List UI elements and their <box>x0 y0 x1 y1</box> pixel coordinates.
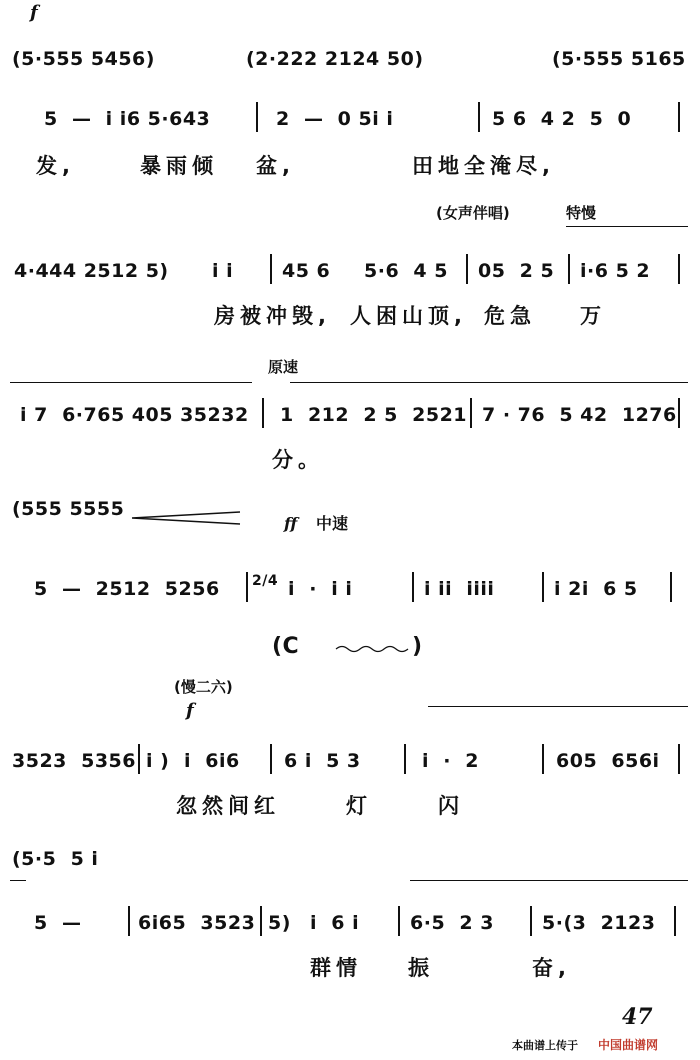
tie-line <box>428 706 688 707</box>
notes-measure: 5) <box>268 912 291 934</box>
time-signature: 2/4 <box>252 573 279 589</box>
notes-measure: 6i65 3523 <box>138 912 256 934</box>
instrument-cue: (C <box>272 634 300 659</box>
intro-phrase: (5·5 5 i <box>12 848 99 870</box>
notes-measure: 3523 5356 <box>12 750 136 772</box>
barline <box>262 398 264 428</box>
barline <box>478 102 480 132</box>
tie-line <box>410 880 688 881</box>
intro-phrase: (5·555 5456) <box>12 48 155 70</box>
dynamic-fortissimo: ff <box>284 514 298 533</box>
dynamic-forte: f <box>30 2 38 23</box>
lyric-text: 发, <box>36 154 75 178</box>
notes-measure: 5·6 4 5 <box>364 260 448 282</box>
barline <box>542 744 544 774</box>
barline <box>404 744 406 774</box>
lyric-text: 盆, <box>256 154 295 178</box>
annotation-tempo: 特慢 <box>566 204 597 222</box>
barline <box>128 906 130 936</box>
barline <box>674 906 676 936</box>
tie-line <box>10 880 26 881</box>
notes-measure: 05 2 5 <box>478 260 555 282</box>
lyric-text: 暴雨倾 <box>140 154 218 178</box>
notes-measure: 5·(3 2123 <box>542 912 656 934</box>
notes-measure: i 2i 6 5 <box>554 578 638 600</box>
barline <box>678 102 680 132</box>
barline <box>270 254 272 284</box>
wavy-line <box>336 644 410 654</box>
lyric-text: 田地全淹尽, <box>412 154 555 178</box>
crescendo-mark <box>132 510 242 526</box>
notes-measure: i ) <box>146 750 170 772</box>
barline <box>412 572 414 602</box>
annotation-female-chorus: (女声伴唱) <box>436 204 510 222</box>
barline <box>678 254 680 284</box>
instrument-cue-close: ) <box>412 634 423 659</box>
tempo-extension-line <box>566 226 688 227</box>
notes-measure: 45 6 <box>282 260 331 282</box>
notes-measure: 5 6 4 2 5 0 <box>492 108 632 130</box>
notes-measure: 6 i 5 3 <box>284 750 361 772</box>
lyric-text: 房被冲毁, <box>214 304 331 328</box>
barline <box>270 744 272 774</box>
intro-phrase: (2·222 2124 50) <box>246 48 424 70</box>
notes-measure: 6·5 2 3 <box>410 912 494 934</box>
barline <box>138 744 140 774</box>
barline <box>542 572 544 602</box>
annotation-tempo: 原速 <box>268 358 299 376</box>
barline <box>256 102 258 132</box>
lyric-text: 万 <box>580 304 606 328</box>
barline <box>260 906 262 936</box>
footer-text: 本曲谱上传于 <box>512 1039 578 1052</box>
notes-measure: i · i i <box>288 578 353 600</box>
notes-measure: i i <box>212 260 234 282</box>
tie-line <box>290 382 688 383</box>
notes-measure: 2 — 0 5i i <box>276 108 394 130</box>
notes-measure: i ii iiii <box>424 578 495 600</box>
lyric-text: 人困山顶, <box>350 304 467 328</box>
lyric-text: 忽然间红 <box>176 794 280 818</box>
annotation-tempo: 中速 <box>316 514 349 533</box>
notes-measure: 7 · 76 5 42 1276 <box>482 404 677 426</box>
notes-measure: i 6i6 <box>184 750 240 772</box>
site-logo[interactable]: 中国曲谱网 <box>598 1038 659 1052</box>
page-number: 47 <box>622 1004 653 1030</box>
annotation-style: (慢二六) <box>174 678 233 696</box>
lyric-text: 分。 <box>272 448 324 472</box>
barline <box>398 906 400 936</box>
notes-measure: 4·444 2512 5) <box>14 260 169 282</box>
barline <box>670 572 672 602</box>
intro-phrase: (555 5555 <box>12 498 125 520</box>
notes-measure: 5 — i i6 5·643 <box>44 108 211 130</box>
notes-measure: 5 — <box>34 912 82 934</box>
barline <box>246 572 248 602</box>
notes-measure: 605 656i <box>556 750 660 772</box>
notes-measure: i 7 6·765 405 35232 <box>20 404 249 426</box>
tie-line <box>10 382 252 383</box>
barline <box>568 254 570 284</box>
lyric-text: 振 <box>408 956 434 980</box>
lyric-text: 灯 <box>346 794 372 818</box>
lyric-text: 闪 <box>438 794 464 818</box>
barline <box>530 906 532 936</box>
notes-measure: i · 2 <box>422 750 479 772</box>
notes-measure: 1 212 2 5 2521 <box>280 404 468 426</box>
barline <box>466 254 468 284</box>
lyric-text: 危急 <box>484 304 536 328</box>
barline <box>678 398 680 428</box>
notes-measure: i·6 5 2 <box>580 260 651 282</box>
lyric-text: 群情 <box>310 956 362 980</box>
notes-measure: i 6 i <box>310 912 360 934</box>
dynamic-forte: f <box>186 700 194 721</box>
notes-measure: 5 — 2512 5256 <box>34 578 220 600</box>
barline <box>678 744 680 774</box>
barline <box>470 398 472 428</box>
lyric-text: 奋, <box>532 956 571 980</box>
intro-phrase: (5·555 5165 <box>552 48 686 70</box>
